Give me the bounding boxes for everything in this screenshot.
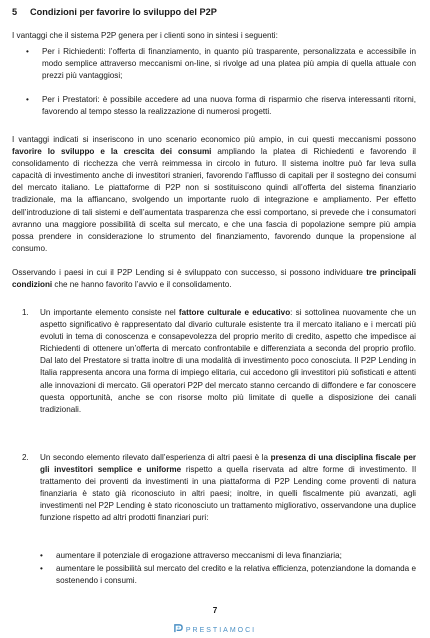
page-number: 7 <box>212 606 218 615</box>
bullet-item-richiedenti: Per i Richiedenti: l’offerta di finanziamento, in quanto più trasparente, personalizzata e accessibile in modo semplice attraverso meccanismi on-line, si rivolge ad una platea più ampia di quella attuale con prezzi più vantaggiosi; <box>42 47 416 81</box>
list-item-disciplina-fiscale <box>40 452 416 525</box>
paragraph-text: che ne hanno favorito l’avvio e il consolidamento. <box>52 280 232 290</box>
list-item-text: Un secondo elemento rilevato dall’esperienza di altri paesi è la <box>40 453 271 462</box>
bullet-symbol: • <box>26 47 29 56</box>
prestiamoci-logo-icon <box>174 624 183 633</box>
section-title: Condizioni per favorire lo sviluppo del P2P <box>30 7 217 17</box>
bullet-symbol: • <box>26 95 29 104</box>
paragraph-text: ampliando la platea di Richiedenti e favorendo il consolidamento di ricchezza che verrà reimmessa in circolo in futuro. Il sistema inoltre può far leva sulla capacità di investimento anche di investitori stranieri, favorendo l’afflusso di capitali per il sostegno dei consumi del mercato italiano. Le piattaforme di P2P non si sostituiscono quindi all’offerta del sistema finanziario tradizionale, ma la affiancano, svolgendo un importante ruolo di integrazione e ampliamento. Per effetto dell’introduzione di tali sistemi e dell’aumentata trasparenza che essi comportano, si prevede che i consumatori avranno una maggiore possibilità di scelta sul mercato, e che una fascia di popolazione sempre più ampia possa prendere in considerazione lo strumento del finanziamento, favorendo dunque la propensione al consumo. <box>12 147 416 253</box>
list-number: 1. <box>22 308 29 317</box>
paragraph-vantaggi <box>12 134 416 255</box>
sub-bullet-leva-finanziaria: aumentare il potenziale di erogazione attraverso meccanismi di leva finanziaria; <box>56 551 342 560</box>
list-item-fattore-culturale <box>40 307 416 416</box>
paragraph-text: Osservando i paesi in cui il P2P Lending si è sviluppato con successo, si possono individuare <box>12 268 367 277</box>
list-item-text: : si sottolinea nuovamente che un aspetto significativo è rappresentato dal divario culturale esistente tra il mercato italiano e i mercati più evoluti in tema di conoscenza e consapevolezza del proprio merito di credito, aspetto che impedisce ai Richiedenti di ottenere un’offerta di mercato confrontabile e differenziata a seconda del proprio profilo. Dal lato del Prestatore si tratta inoltre di una modalità di investimento poco conosciuta. Il P2P Lending in Italia rappresenta ancora una forma di impiego elitaria, cui accedono gli investitori più sofisticati e attenti alle innovazioni di mercato. Gli operatori P2P del mercato stanno cercando di diffondere e far conoscere questa opportunità, anche se con risorse molto più limitate di quelle a disposizione dei canali tradizionali. <box>40 308 416 414</box>
brand-name: PRESTIAMOCI <box>185 627 257 634</box>
paragraph-bold-text: favorire lo sviluppo e la crescita dei consumi <box>12 147 212 157</box>
list-item-text: rispetto a quella riservata ad altre forme di investimento. Il trattamento dei proventi da investimenti in una piattaforma di P2P Lending come proventi di natura finanziaria è stato già riconosciuto in altri paesi; inoltre, in quelli fiscalmente più avanzati, agli investimenti nel P2P Lending è stato riconosciuto un trattamento migliorativo, osservandone una duplice funzione rispetto ad altri prodotti finanziari puri: <box>40 465 416 523</box>
bullet-item-prestatori: Per i Prestatori: è possibile accedere ad una nuova forma di risparmio che riserva interessanti ritorni, favorendo al tempo stesso la realizzazione di numerosi progetti. <box>42 95 416 117</box>
section-heading <box>12 7 217 17</box>
section-number: 5 <box>12 7 18 17</box>
bullet-symbol: • <box>40 564 43 573</box>
sub-bullet-mercato-credito: aumentare le possibilità sul mercato del credito e la relativa efficienza, potenziandone la domanda e sostenendo i consumi. <box>56 564 416 586</box>
list-item-bold-text: presenza di una disciplina fiscale per gli investitori semplice e uniforme <box>40 453 417 475</box>
footer-brand <box>0 624 430 634</box>
intro-paragraph: I vantaggi che il sistema P2P genera per i clienti sono in sintesi i seguenti: <box>12 31 278 40</box>
bullet-symbol: • <box>40 551 43 560</box>
list-item-bold-text: fattore culturale e educativo <box>178 308 291 317</box>
paragraph-text: I vantaggi indicati si inseriscono in uno scenario economico più ampio, in cui questi meccanismi possono <box>12 135 416 144</box>
list-item-text: Un importante elemento consiste nel <box>40 308 179 317</box>
paragraph-condizioni <box>12 267 416 291</box>
paragraph-bold-text: tre principali condizioni <box>12 268 416 290</box>
list-number: 2. <box>22 453 29 462</box>
